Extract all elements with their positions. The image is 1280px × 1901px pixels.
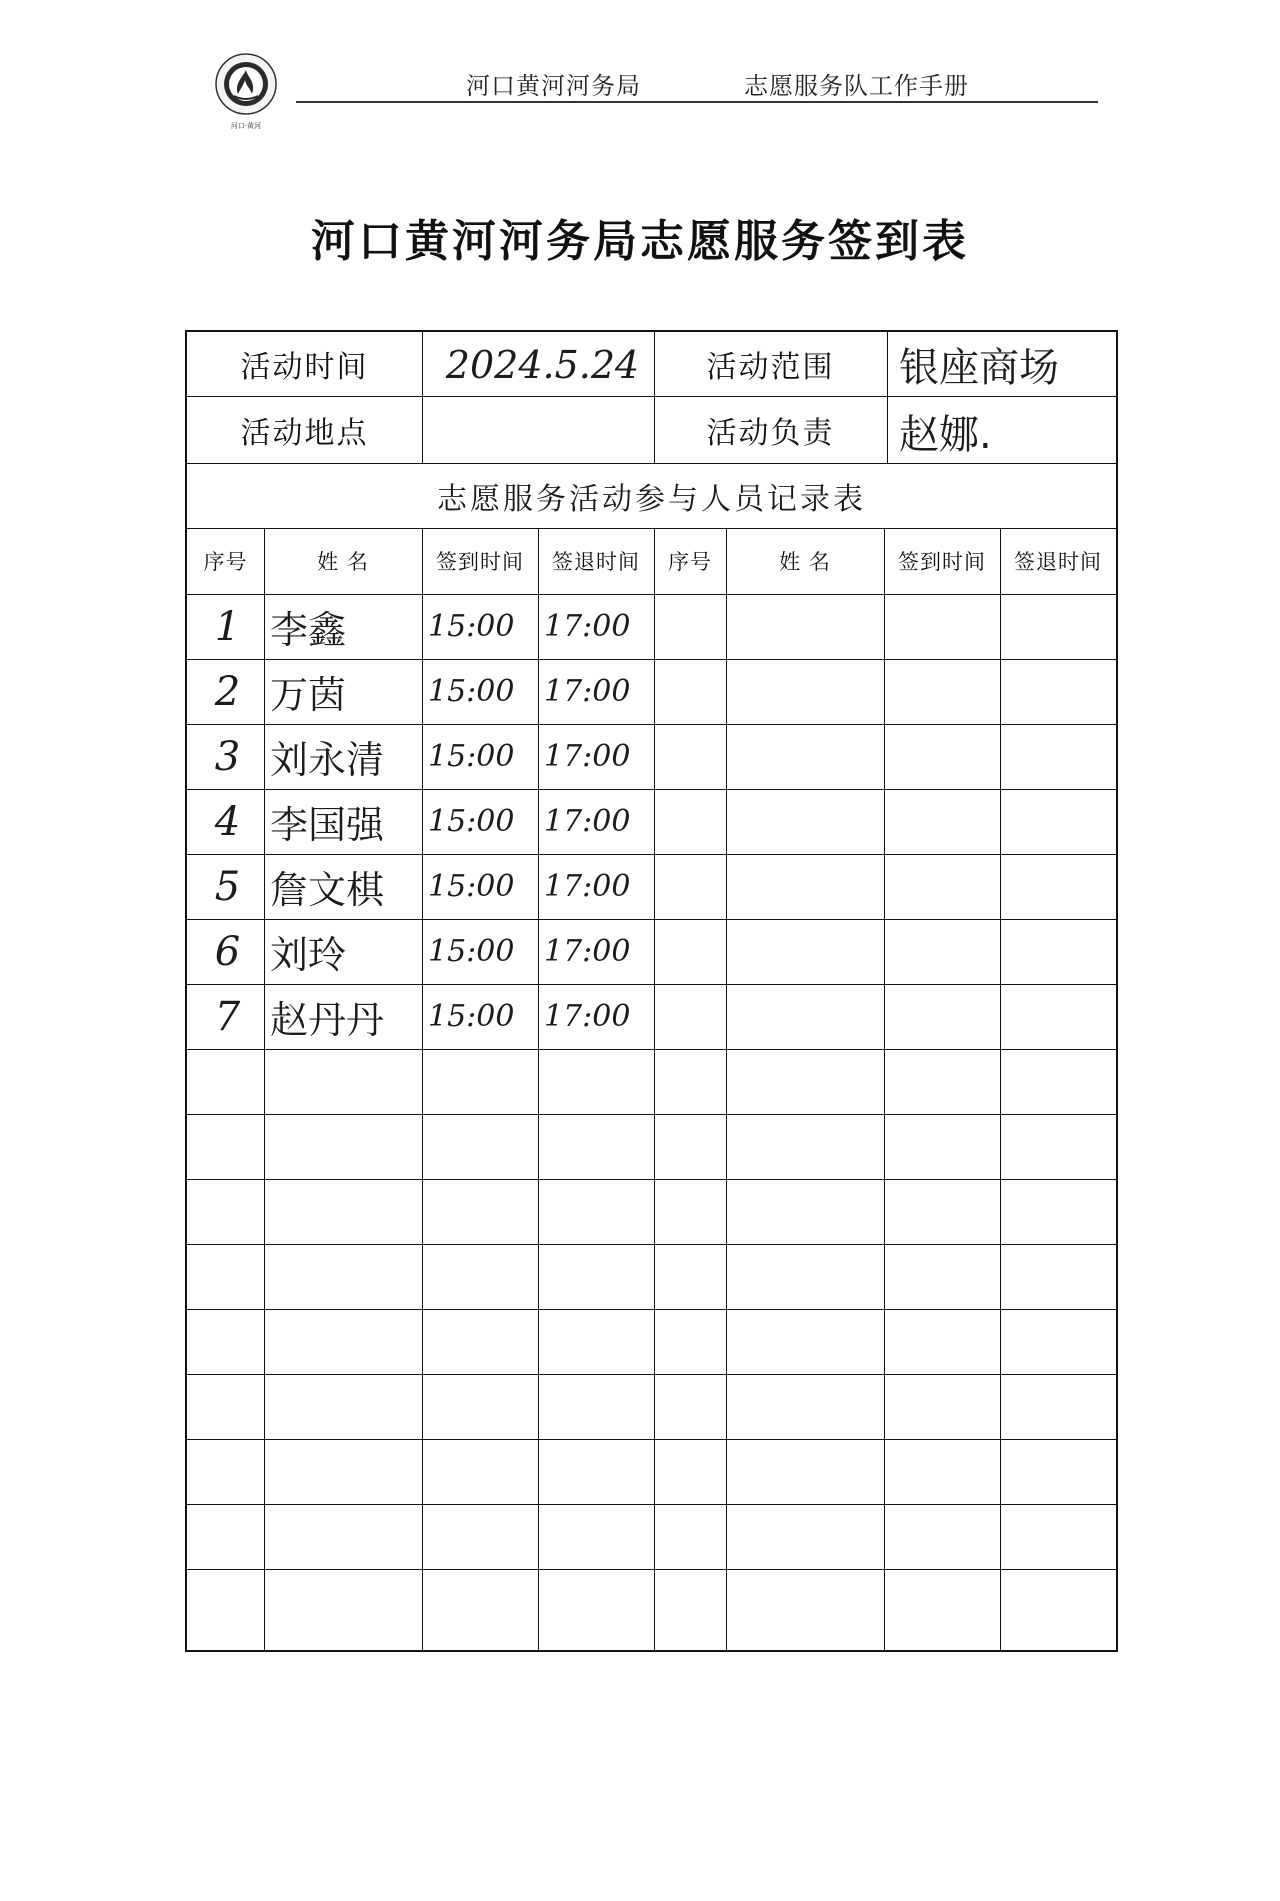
place-value — [435, 398, 650, 462]
sign-out-time: 17:00 — [544, 804, 631, 839]
scope-label: 活动范围 — [706, 350, 835, 385]
sign-in-table — [185, 330, 1118, 1652]
column-header: 序号 — [203, 550, 248, 574]
column-header: 姓 名 — [317, 550, 369, 574]
row-number: 3 — [214, 733, 241, 780]
sign-in-time: 15:00 — [428, 804, 515, 839]
row-number: 1 — [214, 603, 241, 650]
row-divider — [187, 1244, 1116, 1245]
sign-out-time: 17:00 — [544, 609, 631, 644]
sign-in-time: 15:00 — [428, 609, 515, 644]
sign-out-time: 17:00 — [544, 934, 631, 969]
column-divider — [422, 528, 423, 1652]
volunteer-name: 刘永清 — [270, 738, 385, 782]
column-header: 签退时间 — [1014, 550, 1102, 574]
row-number: 7 — [214, 993, 241, 1040]
row-number: 6 — [214, 928, 241, 975]
row-divider — [187, 984, 1116, 985]
column-header: 签到时间 — [436, 550, 524, 574]
column-header: 签退时间 — [552, 550, 640, 574]
volunteer-name: 李国强 — [270, 803, 385, 847]
row-divider — [187, 919, 1116, 920]
volunteer-name: 赵丹丹 — [270, 998, 385, 1042]
row-divider — [187, 659, 1116, 660]
organization-logo — [212, 52, 280, 132]
time-value: 2024.5.24 — [445, 343, 640, 387]
page-title: 河口黄河河务局志愿服务签到表 — [311, 216, 969, 267]
row-divider — [187, 1439, 1116, 1440]
row-divider — [187, 1569, 1116, 1570]
column-divider — [726, 528, 727, 1652]
row-divider — [187, 1049, 1116, 1050]
volunteer-name: 李鑫 — [270, 608, 347, 652]
column-header: 序号 — [668, 550, 712, 574]
column-divider — [538, 528, 539, 1652]
place-label: 活动地点 — [240, 415, 369, 451]
sign-in-time: 15:00 — [428, 999, 515, 1034]
column-divider — [1000, 528, 1001, 1652]
column-header: 签到时间 — [898, 550, 986, 574]
column-divider — [264, 528, 265, 1652]
column-header: 姓 名 — [779, 550, 831, 574]
header-organization: 河口黄河河务局 — [466, 72, 641, 100]
volunteer-name: 詹文棋 — [270, 868, 385, 912]
row-divider — [187, 1504, 1116, 1505]
column-divider — [654, 528, 655, 1652]
sign-in-time: 15:00 — [428, 674, 515, 709]
volunteer-name: 万茵 — [270, 673, 347, 717]
sign-in-time: 15:00 — [428, 869, 515, 904]
row-number: 5 — [214, 863, 241, 910]
header-manual-title: 志愿服务队工作手册 — [744, 72, 969, 100]
column-divider — [884, 528, 885, 1652]
record-title: 志愿服务活动参与人员记录表 — [437, 481, 866, 517]
time-label: 活动时间 — [240, 350, 369, 385]
sign-out-time: 17:00 — [544, 999, 631, 1034]
row-divider — [187, 1179, 1116, 1180]
sign-in-time: 15:00 — [428, 934, 515, 969]
row-divider — [187, 789, 1116, 790]
row-divider — [187, 1309, 1116, 1310]
header-divider — [296, 101, 1098, 103]
row-number: 2 — [214, 668, 241, 715]
river-logo-icon — [212, 52, 280, 132]
sign-out-time: 17:00 — [544, 739, 631, 774]
leader-value: 赵娜. — [899, 411, 992, 458]
sign-out-time: 17:00 — [544, 674, 631, 709]
row-divider — [187, 1114, 1116, 1115]
scope-value: 银座商场 — [899, 344, 1059, 391]
row-number: 4 — [214, 798, 241, 845]
sign-in-time: 15:00 — [428, 739, 515, 774]
row-divider — [187, 724, 1116, 725]
volunteer-name: 刘玲 — [270, 933, 347, 977]
row-divider — [187, 1374, 1116, 1375]
sign-out-time: 17:00 — [544, 869, 631, 904]
leader-label: 活动负责 — [706, 415, 835, 451]
row-divider — [187, 854, 1116, 855]
svg-text:河口·黄河: 河口·黄河 — [230, 122, 262, 130]
